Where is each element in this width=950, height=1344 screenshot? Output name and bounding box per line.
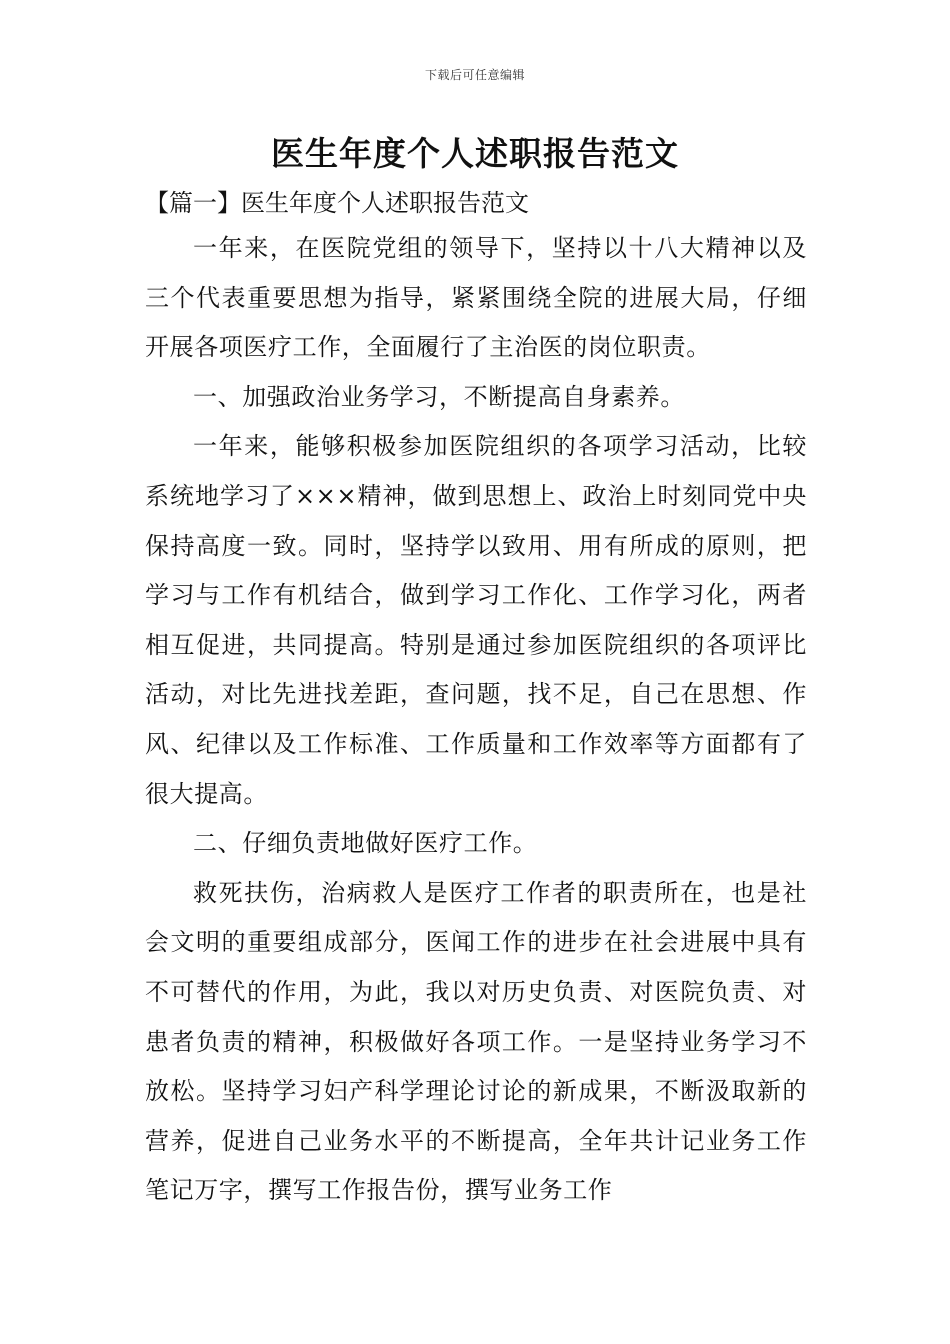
header-note: 下载后可任意编辑 xyxy=(424,68,525,82)
paragraph-subheading-2: 二、仔细负责地做好医疗工作。 xyxy=(193,829,538,858)
document-title: 医生年度个人述职报告范文 xyxy=(271,134,679,173)
document-body xyxy=(145,224,807,1216)
section-heading: 【篇一】医生年度个人述职报告范文 xyxy=(145,189,529,217)
paragraph-intro: 一年来，在医院党组的领导下，坚持以十八大精神以及三个代表重要思想为指导，紧紧围绕全院的进展大局，仔细开展各项医疗工作，全面履行了主治医的岗位职责。 xyxy=(145,234,807,362)
paragraph-subheading-1: 一、加强政治业务学习，不断提高自身素养。 xyxy=(193,382,685,411)
paragraph-medical-work: 救死扶伤，治病救人是医疗工作者的职责所在，也是社会文明的重要组成部分，医闻工作的进步在社会进展中具有不可替代的作用，为此，我以对历史负责、对医院负责、对患者负责的精神，积极做好各项工作。一是坚持业务学习不放松。坚持学习妇产科学理论讨论的新成果，不断汲取新的营养，促进自己业务水平的不断提高，全年共计记业务工作笔记万字，撰写工作报告份，撰写业务工作 xyxy=(145,878,807,1205)
paragraph-study: 一年来，能够积极参加医院组织的各项学习活动，比较系统地学习了×××精神，做到思想上、政治上时刻同党中央保持高度一致。同时，坚持学以致用、用有所成的原则，把学习与工作有机结合，做到学习工作化、工作学习化，两者相互促进，共同提高。特别是通过参加医院组织的各项评比活动，对比先进找差距，查问题，找不足，自己在思想、作风、纪律以及工作标准、工作质量和工作效率等方面都有了很大提高。 xyxy=(145,432,807,808)
